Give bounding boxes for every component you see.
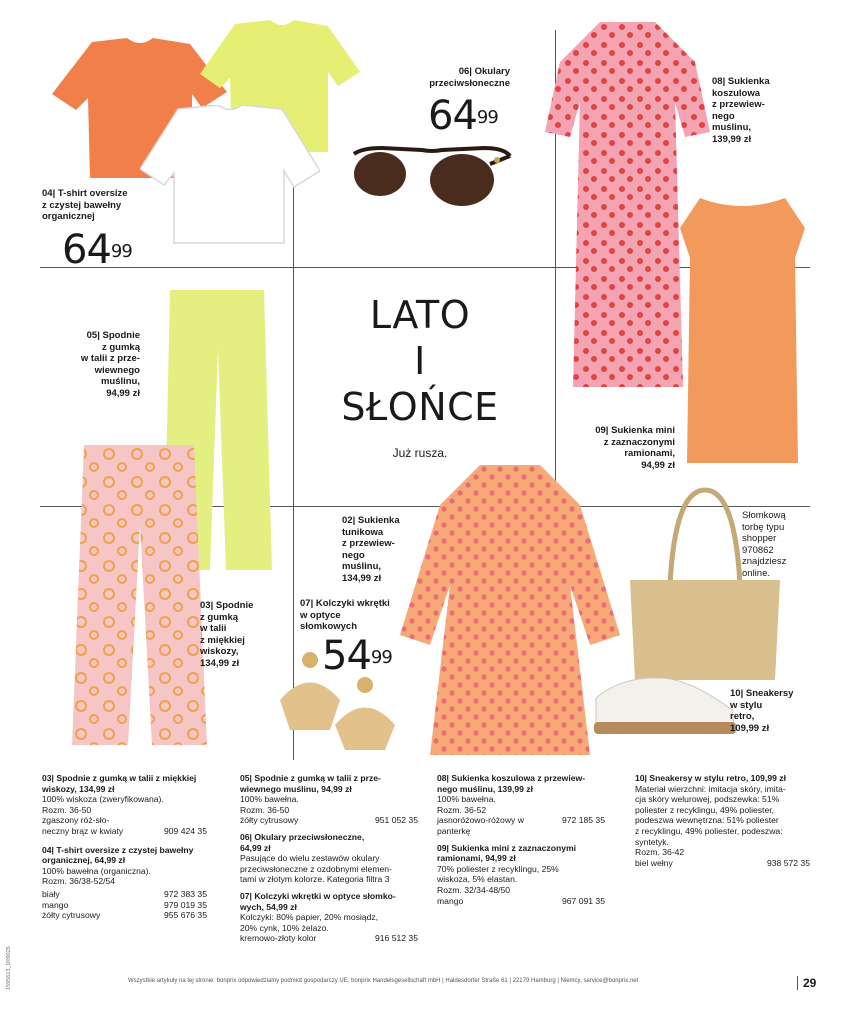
mini-dress-orange-image [680, 198, 805, 463]
bag-note: Słomkową torbę typu shopper 970862 znajdziesz online. [742, 510, 787, 579]
tunic-dress-label: 02| Sukienka tunikowa z przewiew- nego muślinu, 134,99 zł [342, 515, 400, 584]
tshirt-label: 04| T-shirt oversize z czystej bawełny organicznej [42, 188, 128, 222]
sunglasses-image [352, 140, 512, 212]
details-column-2: 05| Spodnie z gumką w talii z prze- wiewnego muślinu, 94,99 zł 100% bawełna. Rozm. 36-50 żółty cytrusowy 951 052 35 06| Okulary przeciwsłoneczne, 64,99 zł Pasujące do wielu zestawów okulary przeciwsłoneczne z ozdobnymi elemen- tami w złotym kolorze. Kategoria filtra 3 07| Kolczyki wkrętki w optyce słomko- wych, 54,99 zł Kolczyki: 80% papier, 20% mosiądz, 20% cynk, 10% żelazo. kremowo-złoty kolor 916 512 35 [240, 773, 418, 944]
sunglasses-label: 06| Okulary przeciwsłoneczne [429, 66, 510, 89]
page-tagline: Już rusza. [392, 446, 448, 460]
shirt-dress-label: 08| Sukienka koszulowa z przewiew- nego muślinu, 139,99 zł [712, 76, 770, 145]
divider [797, 976, 798, 990]
tshirt-price: $64^{99}$ [62, 227, 132, 273]
pants-muslin-label: 05| Spodnie z gumką w talii z prze- wiewnego muślinu, 94,99 zł [80, 330, 140, 399]
sneakers-label: 10| Sneakersy w stylu retro, 109,99 zł [730, 688, 794, 734]
tshirt-white-image [140, 105, 320, 247]
mini-dress-label: 09| Sukienka mini z zaznaczonymi ramionami, 94,99 zł [595, 425, 675, 471]
details-column-4: 10| Sneakersy w stylu retro, 109,99 zł Materiał wierzchni: imitacja skóry, imita- cja skóry welurowej, podszewka: 51% poliester z recyklingu, 49% poliester, podeszwa wewnętrzna: 51% poliester z recyklingu, 49% poliester, podeszwa: syntetyk. Rozm. 36-42 biel wełny 938 572 35 [635, 773, 810, 868]
side-code: 1595613_D09026 [6, 946, 12, 990]
footer-legal: Wszystkie artykuły na tej stronie: bonprix odpowiedzialny podmiot gospodarczy UE: bonprix Handelsgesellschaft mbH | Haldesdorfer Straße 61 | 22179 Hamburg | Niemcy, service@bonprix.net [128, 978, 639, 984]
details-column-1: 03| Spodnie z gumką w talii z miękkiej wiskozy, 134,99 zł 100% wiskoza (zweryfikowana). Rozm. 36-50 zgaszony róż-sło- neczny brąz w kwiaty 909 424 35 04| T-shirt oversize z czystej bawełny organicznej, 64,99 zł 100% bawełna (organiczna). Rozm. 36/38-52/54 biały 972 383 35 mango 979 019 35 żółty cytrusowy 955 676 35 [42, 773, 207, 921]
pants-pink-image [72, 445, 207, 750]
page-title: LATO I SŁOŃCE [341, 293, 499, 429]
sunglasses-price: $64^{99}$ [428, 93, 498, 139]
tunic-dress-image [400, 465, 620, 755]
details-column-3: 08| Sukienka koszulowa z przewiew- nego muślinu, 139,99 zł 100% bawełna. Rozm. 36-52 jasnoróżowo-różowy w panterkę 972 185 35 09| Sukienka mini z zaznaczonymi ramionami, 94,99 zł 70% poliester z recyklingu, 25% wiskoza, 5% elastan. Rozm. 32/34-48/50 mango 967 091 35 [437, 773, 605, 906]
sneakers-image [592, 668, 737, 736]
page-number: 29 [803, 976, 817, 990]
earrings-price: $54^{99}$ [322, 633, 392, 679]
earrings-label: 07| Kolczyki wkrętki w optyce słomkowych [300, 598, 390, 632]
pants-viscose-label: 03| Spodnie z gumką w talii z miękkiej wiskozy, 134,99 zł [200, 600, 254, 669]
